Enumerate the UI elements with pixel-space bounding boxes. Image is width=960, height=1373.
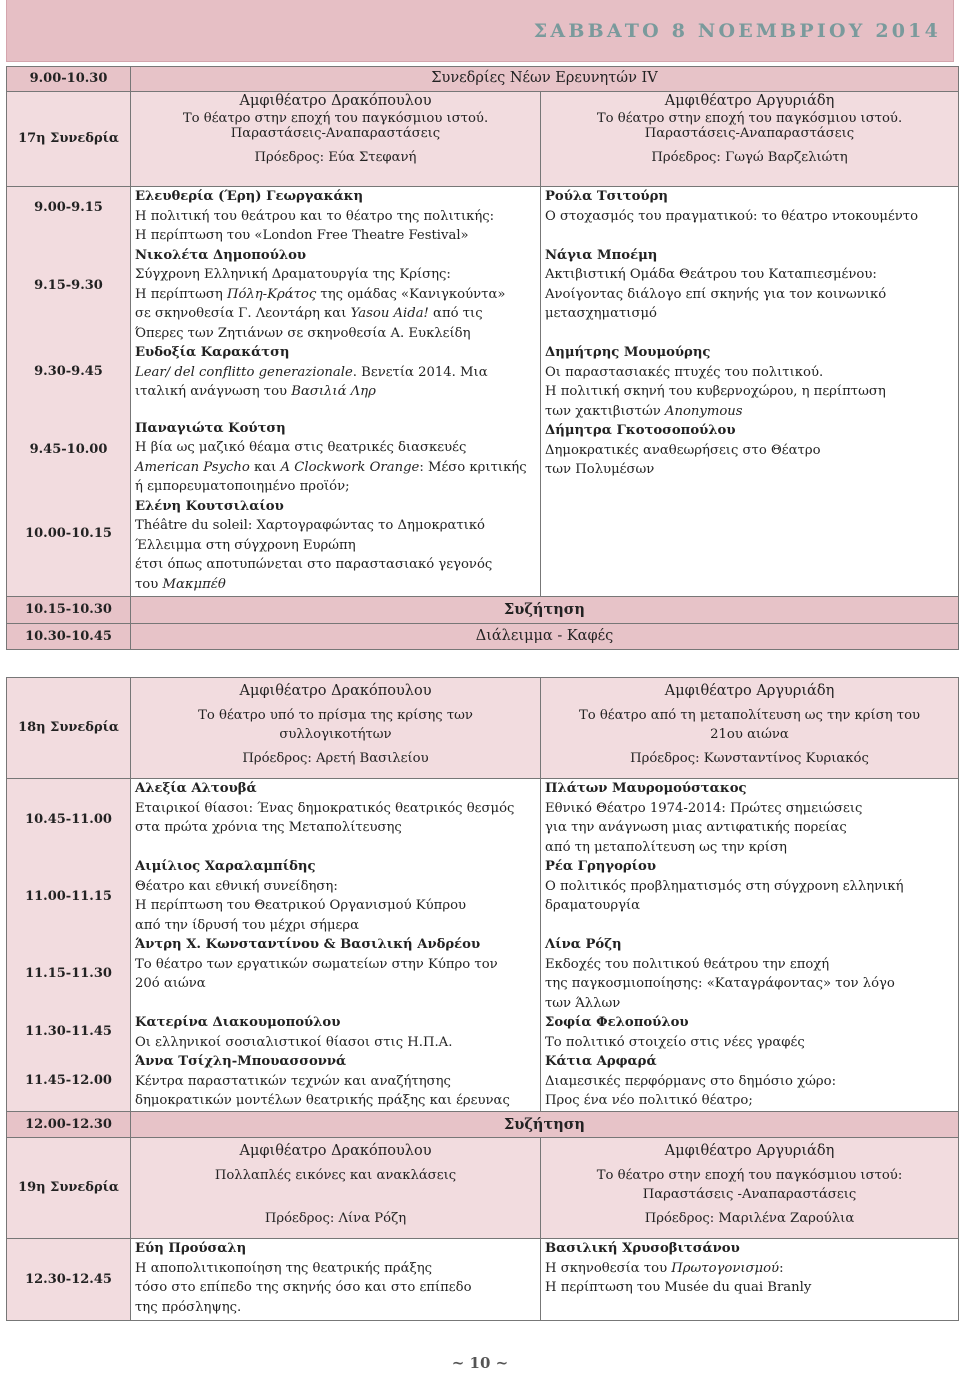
time-slot: 11.15-11.30 [25, 966, 112, 981]
talk-title: Σύγχρονη Ελληνική Δραματουργία της Κρίσης: [135, 267, 451, 282]
talk-title: Το θέατρο των εργατικών σωματείων στην Κύπρο τον [135, 956, 498, 972]
talk-title: Διαμεσικές περφόρμανς στο δημόσιο χώρο: [545, 1073, 837, 1089]
speaker-name: Ευδοξία Καρακάτση [135, 345, 290, 360]
talk-title: σε σκηνοθεσία Γ. Λεοντάρη και Yasou Aida! από τις [135, 306, 483, 321]
theme-b-line1: Το θέατρο στην εποχή του παγκόσμιου ιστού. [596, 110, 903, 126]
speaker-name: Άννα Τσίχλη-Μπουασσοννά [135, 1054, 347, 1069]
speaker-name: Κάτια Αρφαρά [545, 1054, 657, 1069]
theme-a-line1: Πολλαπλές εικόνες και ανακλάσεις [214, 1167, 457, 1183]
speaker-name: Βασιλική Χρυσοβιτσάνου [545, 1241, 740, 1256]
time-slot: 9.45-10.00 [29, 442, 108, 457]
time-slot: 11.00-11.15 [25, 889, 112, 904]
time-slot: 9.30-9.45 [34, 364, 103, 379]
talk-title: Η περίπτωση Πόλη-Κράτος της ομάδας «Κανιγκούντα» [135, 286, 506, 302]
hall-b-talks [541, 187, 959, 597]
talk-title: Η περίπτωση του Θεατρικού Οργανισμού Κύπρου [135, 898, 467, 913]
hall-a-name: Αμφιθέατρο Δρακόπουλου [239, 93, 432, 109]
hall-b-header [541, 678, 959, 779]
talk-title: Εκδοχές του πολιτικού θεάτρου την εποχή [545, 956, 830, 972]
chair-b: Πρόεδρος: Κωνσταντίνος Κυριακός [630, 750, 869, 766]
talk-title: των χακτιβιστών Anonymous [545, 403, 743, 419]
talk-title: Κέντρα παραστατικών τεχνών και αναζήτησης [135, 1073, 451, 1089]
hall-a-header [131, 678, 541, 779]
talk-title: από τη μεταπολίτευση ως την κρίση [545, 839, 787, 855]
hall-a-talks [131, 779, 541, 1112]
talk-title: Το πολιτικό στοιχείο στις νέες γραφές [545, 1034, 805, 1050]
talk-title: δημοκρατικών μοντέλων θεατρικής πράξης και έρευνας [135, 1093, 510, 1108]
session-label: 17η Συνεδρία [7, 92, 131, 187]
talk-title: Θέατρο και εθνική συνείδηση: [135, 878, 338, 894]
speaker-name: Νάγια Μποέμη [545, 247, 658, 263]
talk-title: στα πρώτα χρόνια της Μεταπολίτευσης [135, 820, 402, 835]
speaker-name: Εύη Προύσαλη [135, 1241, 247, 1256]
hall-b-header [541, 92, 959, 187]
chair-a: Πρόεδρος: Εύα Στεφανή [254, 149, 417, 165]
talk-title: Ο στοχασμός του πραγματικού: το θέατρο ντοκουμέντο [545, 208, 919, 224]
talk-title: τόσο στο επίπεδο της σκηνής όσο και στο επίπεδο [135, 1280, 472, 1295]
speaker-name: Λίνα Ρόζη [545, 937, 622, 952]
talk-title: Théâtre du soleil: Χαρτογραφώντας το Δημοκρατικό [135, 518, 485, 533]
chair-b: Πρόεδρος: Μαριλένα Ζαρούλια [644, 1210, 855, 1226]
time-slot: 9.15-9.30 [34, 278, 103, 293]
speaker-name: Άντρη Χ. Κωνσταντίνου & Βασιλική Ανδρέου [135, 937, 481, 952]
session-18-table [6, 677, 959, 1138]
time-column [7, 187, 131, 597]
theme-b-line2: Παραστάσεις-Αναπαραστάσεις [644, 125, 855, 141]
theme-b-line2: 21ου αιώνα [710, 727, 789, 742]
speaker-name: Παναγιώτα Κούτση [135, 420, 286, 436]
theme-b-line1: Το θέατρο στην εποχή του παγκόσμιου ιστού: [596, 1167, 903, 1183]
speaker-name: Πλάτων Μαυρομούστακος [545, 781, 747, 796]
break-label: Διάλειμμα - Καφές [475, 627, 614, 644]
session-label: 18η Συνεδρία [7, 678, 131, 779]
talk-title: για την ανάγνωση μιας αντιφατικής πορείας [545, 820, 847, 835]
session-19-table [6, 1137, 959, 1321]
hall-b-name: Αμφιθέατρο Αργυριάδη [664, 93, 835, 109]
talk-title: Έλλειμμα στη σύγχρονη Ευρώπη [135, 537, 356, 553]
time-slot: 12.30-12.45 [7, 1239, 131, 1321]
talk-title: Προς ένα νέο πολιτικό θέατρο; [545, 1093, 753, 1108]
talk-title: Η πολιτική του θεάτρου και το θέατρο της πολιτικής: [135, 208, 495, 224]
hall-a-header [131, 1138, 541, 1239]
talk-title: της πρόσληψης. [135, 1299, 242, 1315]
discussion-label: Συζήτηση [504, 601, 585, 619]
header-date: ΣΑΒΒΑΤΟ 8 ΝΟΕΜΒΡΙΟΥ 2014 [533, 20, 941, 42]
session-17-table [6, 66, 959, 650]
talk-title: Η πολιτική σκηνή του κυβερνοχώρου, η περίπτωση [545, 384, 886, 399]
discussion-label: Συζήτηση [504, 1115, 585, 1133]
talk-title: Όπερες των Ζητιάνων σε σκηνοθεσία Α. Ευκλείδη [135, 325, 471, 341]
speaker-name: Αιμίλιος Χαραλαμπίδης [135, 859, 316, 874]
talk-title: Η περίπτωση του «London Free Theatre Festival» [135, 228, 469, 243]
talk-title: Δημοκρατικές αναθεωρήσεις στο Θέατρο [545, 442, 821, 458]
theme-b-line1: Το θέατρο από τη μεταπολίτευση ως την κρίση του [578, 707, 921, 723]
theme-a-line1: Το θέατρο στην εποχή του παγκόσμιου ιστού. [182, 110, 489, 126]
talk-title: Ο πολιτικός προβληματισμός στη σύγχρονη ελληνική [545, 878, 904, 894]
talk-title: Εταιρικοί θίασοι: Ένας δημοκρατικός θεατρικός θεσμός [135, 800, 515, 816]
talk-title: Οι ελληνικοί σοσιαλιστικοί θίασοι στις Η.Π.Α. [135, 1034, 453, 1050]
break-time: 10.30-10.45 [7, 624, 131, 650]
talk-title: μετασχηματισμό [545, 306, 657, 321]
talk-title: των Πολυμέσων [545, 462, 655, 477]
talk-title: δραματουργία [545, 898, 641, 913]
speaker-name: Σοφία Φελοπούλου [545, 1015, 689, 1030]
talk-title: από την ίδρυσή του μέχρι σήμερα [135, 917, 360, 933]
time-slot: 11.45-12.00 [25, 1073, 112, 1088]
discussion-time: 10.15-10.30 [7, 597, 131, 624]
talk-title: του Μακμπέθ [135, 576, 226, 592]
time-slot: 10.00-10.15 [25, 526, 112, 541]
chair-a: Πρόεδρος: Αρετή Βασιλείου [242, 750, 429, 766]
hall-b-talks [541, 779, 959, 1112]
theme-a-line2: Παραστάσεις-Αναπαραστάσεις [230, 125, 441, 141]
speaker-name: Ελευθερία (Έρη) Γεωργακάκη [135, 189, 364, 204]
talk-title: Lear/ del conflitto generazionale. Βενετία 2014. Μια [135, 364, 488, 380]
talk-title: Οι παραστασιακές πτυχές του πολιτικού. [545, 364, 824, 380]
speaker-name: Κατερίνα Διακουμοπούλου [135, 1015, 341, 1030]
chair-b: Πρόεδρος: Γωγώ Βαρζελιώτη [651, 149, 848, 165]
talk-title: Ακτιβιστική Ομάδα Θεάτρου του Καταπιεσμένου: [545, 267, 877, 282]
talk-title: Ανοίγοντας διάλογο επί σκηνής για τον κοινωνικό [545, 286, 887, 302]
speaker-name: Ελένη Κουτσιλαίου [135, 498, 284, 514]
speaker-name: Ρούλα Τσιτούρη [545, 189, 668, 204]
time-slot: 9.00-9.15 [34, 200, 103, 215]
speaker-name: Δημήτρης Μουμούρης [545, 345, 711, 360]
talk-title: Η σκηνοθεσία του Πρωτογονισμού: [545, 1260, 784, 1276]
talk-title: ιταλική ανάγνωση του Βασιλιά Ληρ [135, 384, 376, 399]
hall-b-talks [541, 1239, 959, 1321]
talk-title: έτσι όπως αποτυπώνεται στο παραστασιακό γεγονός [135, 557, 493, 572]
time-slot: 11.30-11.45 [25, 1024, 112, 1039]
hall-a-name: Αμφιθέατρο Δρακόπουλου [239, 683, 432, 699]
talk-title: ή εμπορευματοποιημένο προϊόν; [135, 479, 350, 494]
page-number: ~ 10 ~ [451, 1354, 509, 1372]
talk-title: Η βία ως μαζικό θέαμα στις θεατρικές διασκευές [135, 440, 467, 455]
hall-a-name: Αμφιθέατρο Δρακόπουλου [239, 1143, 432, 1159]
block-time: 9.00-10.30 [7, 67, 131, 92]
discussion-time: 12.00-12.30 [7, 1112, 131, 1138]
hall-a-talks [131, 187, 541, 597]
speaker-name: Αλεξία Αλτουβά [135, 781, 257, 796]
hall-b-header [541, 1138, 959, 1239]
talk-title: Η περίπτωση του Musée du quai Branly [545, 1280, 812, 1295]
speaker-name: Δήμητρα Γκοτοσοπούλου [545, 423, 736, 438]
theme-a-line2: συλλογικοτήτων [279, 727, 392, 742]
chair-a: Πρόεδρος: Λίνα Ρόζη [264, 1211, 407, 1226]
hall-b-name: Αμφιθέατρο Αργυριάδη [664, 683, 835, 699]
talk-title: των Άλλων [545, 995, 621, 1011]
talk-title: 20ό αιώνα [135, 976, 206, 991]
page-header-band [6, 0, 954, 62]
hall-a-talks [131, 1239, 541, 1321]
hall-b-name: Αμφιθέατρο Αργυριάδη [664, 1143, 835, 1159]
hall-a-header [131, 92, 541, 187]
block-title: Συνεδρίες Νέων Ερευνητών IV [431, 70, 658, 87]
time-column [7, 779, 131, 1112]
session-label: 19η Συνεδρία [7, 1138, 131, 1239]
speaker-name: Ρέα Γρηγορίου [545, 859, 656, 874]
time-slot: 10.45-11.00 [25, 812, 112, 827]
talk-title: American Psycho και A Clockwork Orange: Μέσο κριτικής [135, 459, 527, 475]
speaker-name: Νικολέτα Δημοπούλου [135, 247, 307, 263]
talk-title: Η αποπολιτικοποίηση της θεατρικής πράξης [135, 1260, 433, 1276]
theme-a-line1: Το θέατρο υπό το πρίσμα της κρίσης των [198, 707, 473, 723]
talk-title: της παγκοσμιοποίησης: «Καταγράφοντας» τον λόγο [545, 976, 895, 991]
theme-b-line2: Παραστάσεις -Αναπαραστάσεις [642, 1187, 857, 1202]
talk-title: Εθνικό Θέατρο 1974-2014: Πρώτες σημειώσεις [545, 800, 863, 816]
